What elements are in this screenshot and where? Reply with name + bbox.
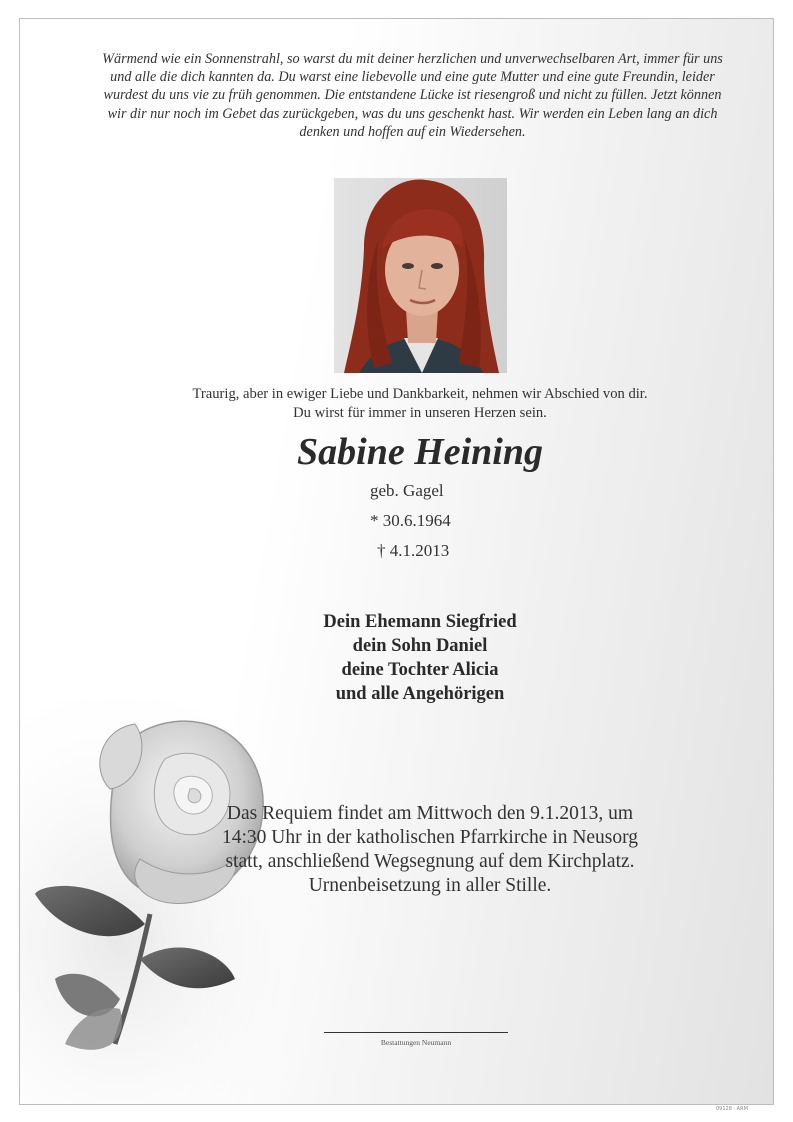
- print-code: 09128 · ARM: [716, 1106, 748, 1112]
- family-member: und alle Angehörigen: [335, 684, 505, 704]
- requiem-line: statt, anschließend Wegsegnung auf dem Kirchplatz.: [225, 851, 635, 872]
- obituary-card: [19, 18, 774, 1105]
- requiem-line: 14:30 Uhr in der katholischen Pfarrkirche in Neusorg: [221, 827, 639, 848]
- birth-date: * 30.6.1964: [370, 511, 451, 530]
- undertaker-name: Bestattungen Neumann: [380, 1038, 452, 1047]
- requiem-line: Das Requiem findet am Mittwoch den 9.1.2013, um: [226, 803, 634, 824]
- family-member: deine Tochter Alicia: [341, 660, 499, 680]
- requiem-line: Urnenbeisetzung in aller Stille.: [308, 875, 552, 896]
- death-date: † 4.1.2013: [377, 541, 450, 560]
- deceased-name: Sabine Heining: [297, 431, 543, 473]
- family-member: dein Sohn Daniel: [352, 636, 488, 656]
- family-list: [200, 610, 640, 706]
- family-member: Dein Ehemann Siegfried: [323, 612, 517, 632]
- intro-text: Traurig, aber in ewiger Liebe und Dankbarkeit, nehmen wir Abschied von dir. Du wirst für immer in unseren Herzen sein.: [192, 386, 648, 421]
- portrait-photo: [334, 178, 507, 373]
- rose-image: [20, 699, 350, 1104]
- born-name: geb. Gagel: [370, 481, 444, 500]
- memorial-poem: Wärmend wie ein Sonnenstrahl, so warst du mit deiner herzlichen und unverwechselbaren Art, immer für uns und alle die dich kannten da. Du warst eine liebevolle und eine gute Mutter und eine gute Freundin, leider wurdest du uns vie zu früh genommen. Die entstandene Lücke ist riesengroß und nicht zu füllen. Jetzt können wir dir nur noch im Gebet das zurückgeben, was du uns geschenkt hast. Wir werden ein Leben lang an dich denken und hoffen auf ein Wiedersehen.: [102, 51, 723, 140]
- requiem-info: [170, 802, 690, 898]
- signature-line: [324, 1032, 508, 1033]
